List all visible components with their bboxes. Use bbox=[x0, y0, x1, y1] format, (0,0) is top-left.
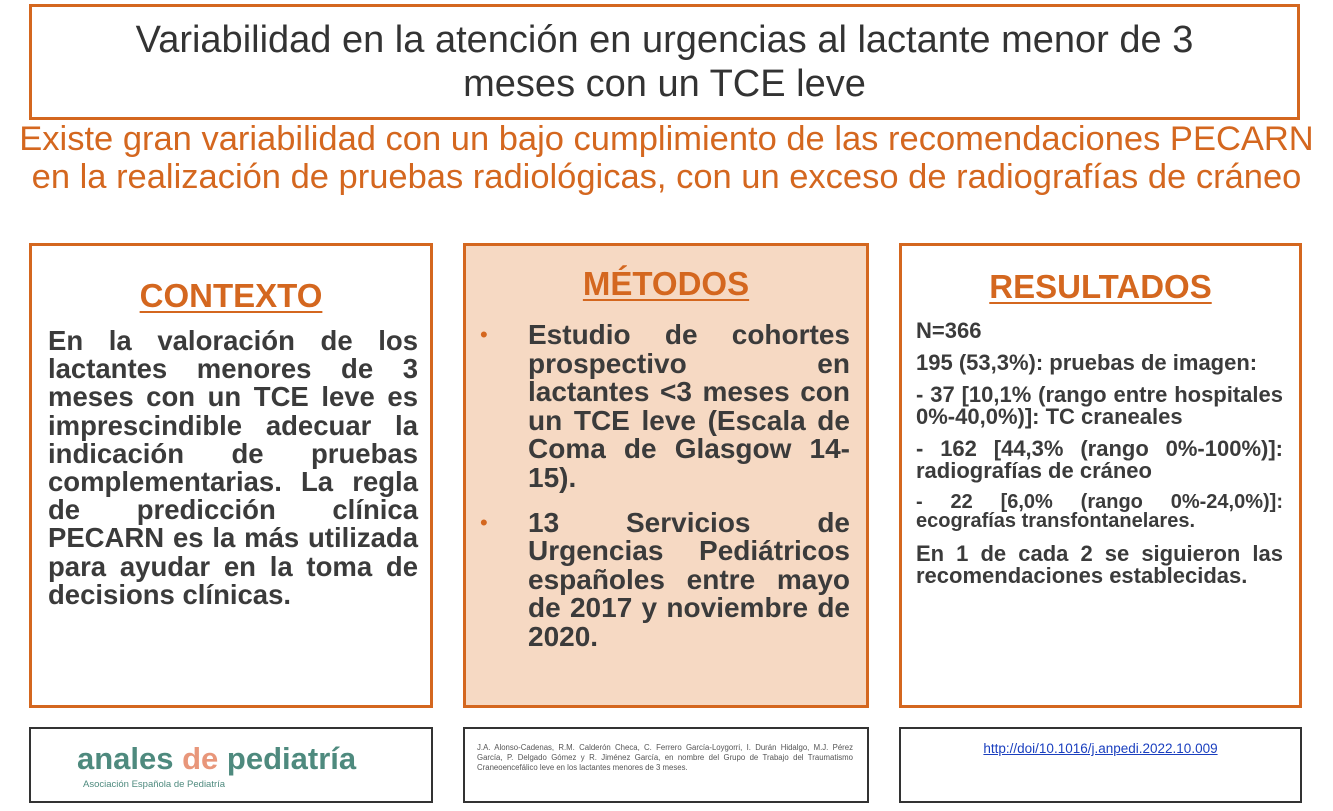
journal-logo-subtitle: Asociación Española de Pediatría bbox=[83, 779, 226, 790]
resultados-heading: RESULTADOS bbox=[989, 268, 1212, 305]
doi-link[interactable]: http://doi/10.1016/j.anpedi.2022.10.009 bbox=[983, 741, 1218, 756]
rx-result: - 162 [44,3% (rango 0%-100%)]: radiografías de cráneo bbox=[916, 436, 1283, 483]
conclusion: En 1 de cada 2 se siguieron las recomendaciones establecidas. bbox=[916, 541, 1283, 588]
poster-title-box bbox=[29, 4, 1300, 120]
doi-box bbox=[899, 727, 1302, 803]
sample-size: N=366 bbox=[916, 318, 982, 343]
metodos-list bbox=[480, 321, 850, 652]
metodos-item-text: 13 Servicios de Urgencias Pediátricos españoles entre mayo de 2017 y noviembre de 2020. bbox=[528, 506, 850, 652]
contexto-panel bbox=[29, 243, 433, 708]
journal-logo: anales de pediatría bbox=[77, 741, 357, 776]
imaging-tests: 195 (53,3%): pruebas de imagen: bbox=[916, 350, 1258, 375]
list-item bbox=[480, 321, 850, 493]
eco-result: - 22 [6,0% (rango 0%-24,0%)]: ecografías transfontanelares. bbox=[916, 491, 1283, 532]
metodos-panel bbox=[463, 243, 869, 708]
list-item bbox=[480, 506, 850, 652]
key-message: Existe gran variabilidad con un bajo cumplimiento de las recomendaciones PECARN en la realización de pruebas radiológicas, con un exceso de radiografías de cráneo bbox=[19, 120, 1314, 196]
bullet-icon: • bbox=[480, 509, 488, 535]
contexto-heading: CONTEXTO bbox=[139, 277, 323, 314]
poster-title: Variabilidad en la atención en urgencias al lactante menor de 3 meses con un TCE leve bbox=[135, 19, 1194, 105]
authors-box bbox=[463, 727, 869, 803]
authors-reference: J.A. Alonso-Cadenas, R.M. Calderón Checa, C. Ferrero García-Loygorri, I. Durán Hidalgo, M.J. Pérez García, P. Delgado Gómez y R. Jiménez García, en nombre del Grupo de Trabajo del Traumatismo Craneoencefálico leve en los lactantes menores de 3 meses. bbox=[477, 743, 853, 772]
bullet-icon: • bbox=[480, 322, 488, 347]
resultados-panel bbox=[899, 243, 1302, 708]
tc-result: - 37 [10,1% (rango entre hospitales 0%-40,0%)]: TC craneales bbox=[916, 382, 1283, 429]
contexto-text: En la valoración de los lactantes menores de 3 meses con un TCE leve es imprescindible adecuar la indicación de pruebas complementarias. La regla de predicción clínica PECARN es la más utilizada para ayudar en la toma de decisions clínicas. bbox=[48, 325, 418, 610]
metodos-item-text: Estudio de cohortes prospectivo en lactantes <3 meses con un TCE leve (Escala de Coma de Glasgow 14-15). bbox=[528, 319, 850, 493]
metodos-heading: MÉTODOS bbox=[582, 265, 750, 302]
journal-logo-box bbox=[29, 727, 433, 803]
